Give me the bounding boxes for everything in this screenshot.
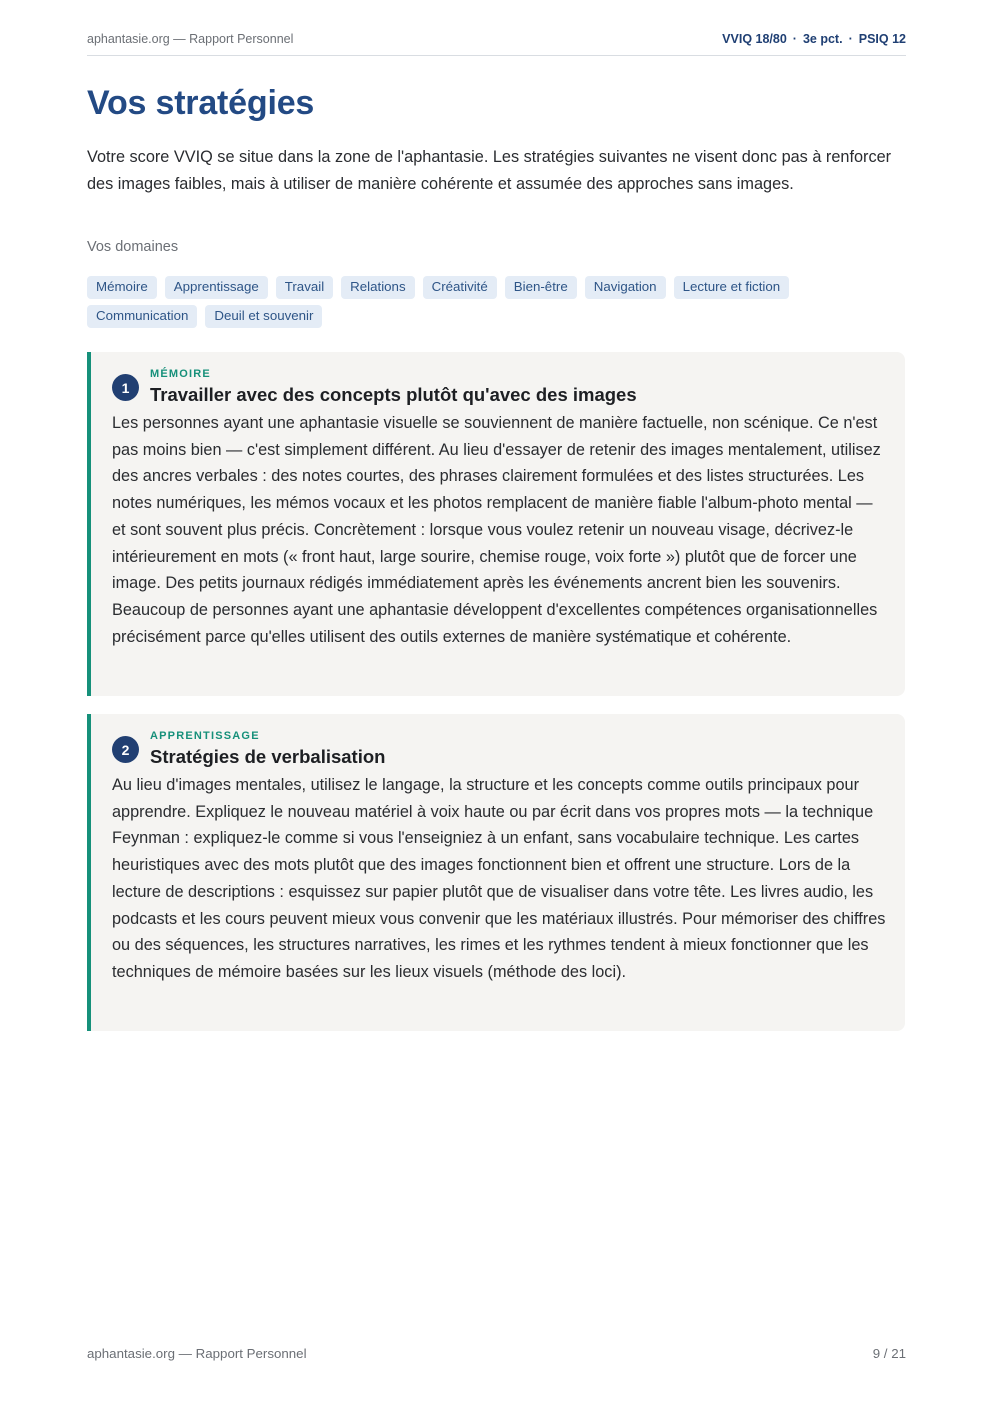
strategy-title: Travailler avec des concepts plutôt qu'avec des images <box>150 384 637 405</box>
strategy-category: APPRENTISSAGE <box>150 730 260 742</box>
page-title: Vos stratégies <box>87 84 315 122</box>
percentile: 3e pct. <box>802 32 843 46</box>
domain-tag: Lecture et fiction <box>674 276 790 299</box>
strategy-title: Stratégies de verbalisation <box>150 746 386 767</box>
domain-tag: Mémoire <box>87 276 157 299</box>
domain-tags <box>87 276 867 328</box>
strategy-card-header <box>112 366 889 406</box>
header-separator: · <box>792 32 797 46</box>
domain-tag: Travail <box>276 276 333 299</box>
page-footer <box>87 1346 906 1361</box>
intro-paragraph: Votre score VVIQ se situe dans la zone de l'aphantasie. Les stratégies suivantes ne visent donc pas à renforcer des images faibles, mais à utiliser de manière cohérente et assumée des approches sans images. <box>87 148 892 193</box>
header-site-name: aphantasie.org — Rapport Personnel <box>87 32 294 46</box>
strategy-number-badge: 2 <box>112 736 139 763</box>
header-scores <box>722 32 906 46</box>
strategy-card <box>87 714 905 1031</box>
footer-site-name: aphantasie.org — Rapport Personnel <box>87 1346 307 1361</box>
page-number: 9 / 21 <box>872 1346 906 1361</box>
domain-tag: Communication <box>87 305 197 328</box>
domains-label: Vos domaines <box>87 239 179 255</box>
strategy-body: Les personnes ayant une aphantasie visuelle se souviennent de manière factuelle, non scénique. Ce n'est pas moins bien — c'est simplement différent. Au lieu d'essayer de retenir des images mentalement, utilisez des ancres verbales : des notes courtes, des phrases clairement formulées et des listes structurées. Les notes numériques, les mémos vocaux et les photos remplacent de manière fiable l'album-photo mental — et sont souvent plus précis. Concrètement : lorsque vous voulez retenir un nouveau visage, décrivez-le intérieurement en mots (« front haut, large sourire, chemise rouge, voix forte ») plutôt que de forcer une image. Des petits journaux rédigés immédiatement après les événements ancrent bien les souvenirs. Beaucoup de personnes ayant une aphantasie développent d'excellentes compétences organisationnelles précisément parce qu'elles utilisent des outils externes de manière systématique et cohérente. <box>112 414 881 646</box>
domain-tag: Relations <box>341 276 414 299</box>
domain-tag: Deuil et souvenir <box>205 305 322 328</box>
strategy-card-header <box>112 728 889 768</box>
strategy-category: MÉMOIRE <box>150 368 211 380</box>
header-separator: · <box>848 32 853 46</box>
strategy-card <box>87 352 905 696</box>
domain-tag: Apprentissage <box>165 276 268 299</box>
vviq-score: VVIQ 18/80 <box>722 32 787 46</box>
page-header <box>87 32 906 56</box>
domain-tag: Créativité <box>423 276 497 299</box>
strategy-number-badge: 1 <box>112 374 139 401</box>
strategy-body: Au lieu d'images mentales, utilisez le langage, la structure et les concepts comme outils principaux pour apprendre. Expliquez le nouveau matériel à voix haute ou par écrit dans vos propres mots — la technique Feynman : expliquez-le comme si vous l'enseigniez à un enfant, sans vocabulaire technique. Les cartes heuristiques avec des mots plutôt que des images fonctionnent bien et offrent une structure. Lors de la lecture de descriptions : esquissez sur papier plutôt que de visualiser dans votre tête. Les livres audio, les podcasts et les cours peuvent mieux vous convenir que les matériaux illustrés. Pour mémoriser des chiffres ou des séquences, les structures narratives, les rimes et les rythmes tendent à mieux fonctionner que les techniques de mémoire basées sur les lieux visuels (méthode des loci). <box>112 776 886 981</box>
psiq-score: PSIQ 12 <box>858 32 906 46</box>
domain-tag: Navigation <box>585 276 666 299</box>
domain-tag: Bien-être <box>505 276 577 299</box>
